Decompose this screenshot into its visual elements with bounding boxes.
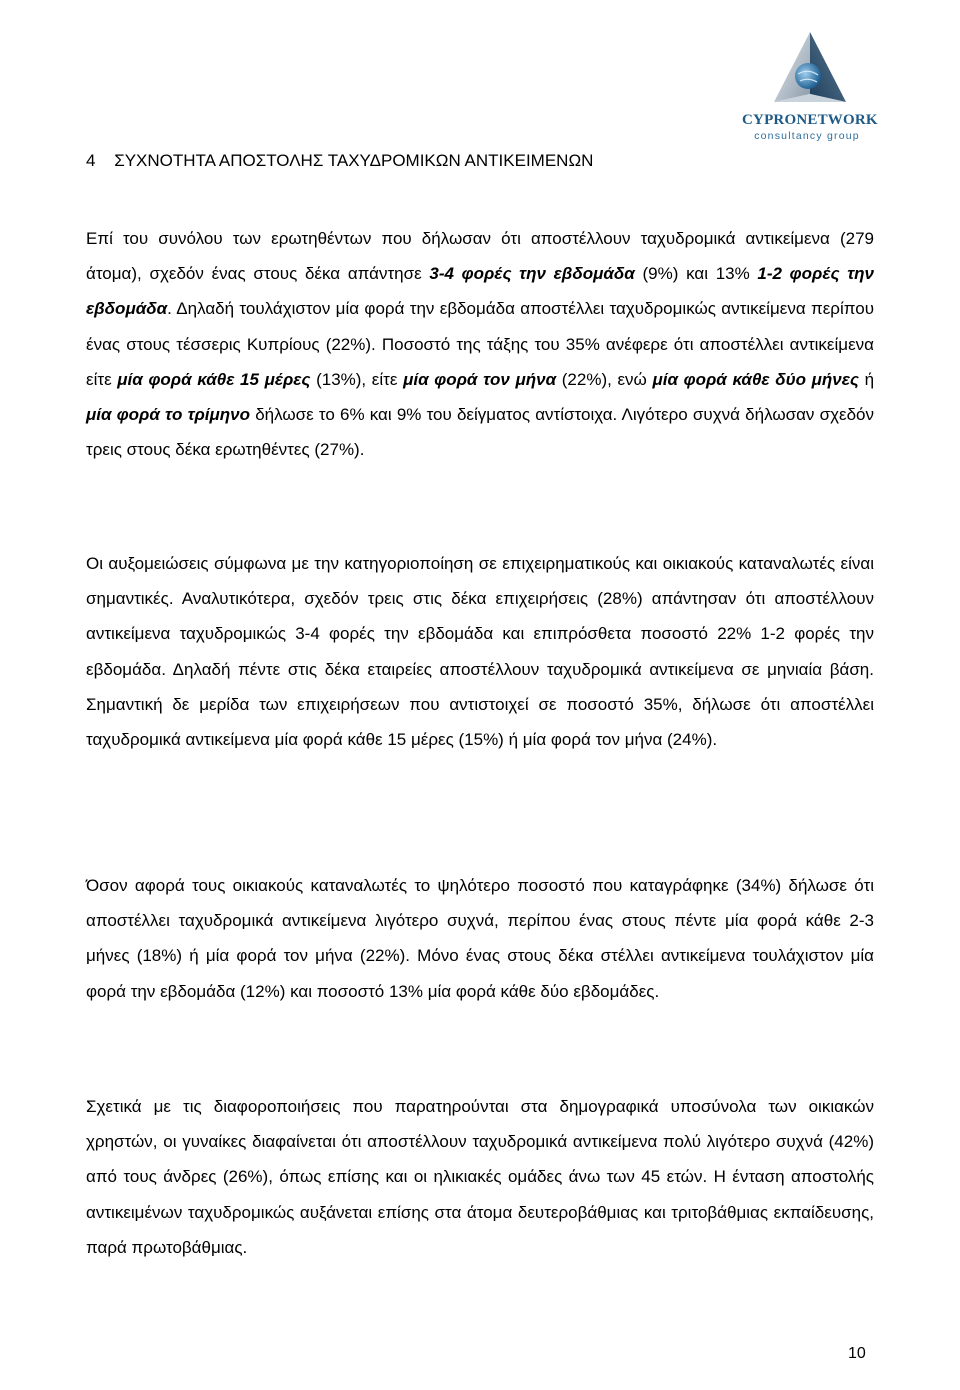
emphasis-text: μία φορά κάθε 15 μέρες bbox=[117, 369, 311, 389]
paragraph bbox=[86, 868, 874, 1009]
body-text: (9%) και 13% bbox=[634, 264, 758, 284]
body-text: (22%), ενώ bbox=[556, 369, 653, 389]
body-text: Όσον αφορά τους οικιακούς καταναλωτές το ψηλότερο ποσοστό που καταγράφηκε (34%) δήλωσε ότι αποστέλλει ταχυδρομικά αντικείμενα λιγότερο συχνά, περίπου ένας στους πέντε μία φορά κάθε 2-3 μήνες (18%) ή μία φορά τον μήνα (22%). Μόνο ένας στους δέκα στέλλει αντικείμενα τουλάχιστον μία φορά την εβδομάδα (12%) και ποσοστό 13% μία φορά κάθε δύο εβδομάδες. bbox=[86, 876, 874, 1001]
body-text: . Δηλαδή τουλάχιστον μία φορά την εβδομάδα αποστέλλει ταχυδρομικώς αντικείμενα περίπου ένας στους τέσσερις Κυπρίους (22%). Ποσοστό της τάξης του 35% ανέφερε ότι αποστέλλει αντικείμενα είτε bbox=[86, 299, 874, 389]
emphasis-text: 1-2 φορές την εβδομάδα bbox=[86, 264, 874, 319]
body-text: (13%), είτε bbox=[310, 369, 404, 389]
emphasis-text: μία φορά τον μήνα bbox=[403, 369, 557, 389]
logo-title: CYPRONETWORK bbox=[742, 112, 878, 128]
body-text: Επί του συνόλου των ερωτηθέντων που δήλωσαν ότι αποστέλλουν ταχυδρομικά αντικείμενα (279 άτομα), σχεδόν ένας στους δέκα απάντησε bbox=[86, 229, 874, 284]
section-heading bbox=[86, 151, 593, 171]
body-text: Οι αυξομειώσεις σύμφωνα με την κατηγοριοποίηση σε επιχειρηματικούς και οικιακούς καταναλωτές είναι σημαντικές. Αναλυτικότερα, σχεδόν τρεις στις δέκα επιχειρήσεις (28%) απάντησαν ότι αποστέλλουν αντικείμενα ταχυδρομικώς 3-4 φορές την εβδομάδα και επιπρόσθετα ποσοστό 22% 1-2 φορές την εβδομάδα. Δηλαδή πέντε στις δέκα εταιρείες αποστέλλουν ταχυδρομικά αντικείμενα σε μηνιαία βάση. Σημαντική δε μερίδα των επιχειρήσεων που αντιστοιχεί σε ποσοστό 35%, δήλωσε ότι αποστέλλει ταχυδρομικά αντικείμενα μία φορά κάθε 15 μέρες (15%) ή μία φορά τον μήνα (24%). bbox=[86, 554, 874, 750]
paragraph bbox=[86, 221, 874, 467]
logo-subtitle: consultancy group bbox=[754, 130, 860, 142]
emphasis-text: 3-4 φορές την εβδομάδα bbox=[429, 264, 635, 284]
section-number: 4 bbox=[86, 151, 96, 170]
body-text: ή bbox=[858, 369, 875, 389]
section-title: ΣΥΧΝΟΤΗΤΑ ΑΠΟΣΤΟΛΗΣ ΤΑΧΥΔΡΟΜΙΚΩΝ ΑΝΤΙΚΕΙΜΕΝΩΝ bbox=[114, 151, 594, 170]
pyramid-logo-icon bbox=[742, 28, 872, 112]
body-text: δήλωσε το 6% και 9% του δείγματος αντίστοιχα. Λιγότερο συχνά δήλωσαν σχεδόν τρεις στους δέκα ερωτηθέντες (27%). bbox=[86, 405, 874, 460]
emphasis-text: μία φορά κάθε δύο μήνες bbox=[652, 369, 859, 389]
paragraph bbox=[86, 1089, 874, 1265]
paragraph bbox=[86, 546, 874, 757]
emphasis-text: μία φορά το τρίμηνο bbox=[86, 405, 251, 425]
company-logo bbox=[742, 28, 878, 148]
body-text: Σχετικά με τις διαφοροποιήσεις που παρατηρούνται στα δημογραφικά υποσύνολα των οικιακών χρηστών, οι γυναίκες διαφαίνεται ότι αποστέλλουν ταχυδρομικά αντικείμενα πολύ λιγότερο συχνά (42%) από τους άνδρες (26%), όπως επίσης και οι ηλικιακές ομάδες άνω των 45 ετών. Η ένταση αποστολής αντικειμένων ταχυδρομικώς αυξάνεται επίσης στα άτομα δευτεροβάθμιας και τριτοβάθμιας εκπαίδευσης, παρά πρωτοβάθμιας. bbox=[86, 1097, 874, 1257]
page-number: 10 bbox=[848, 1345, 866, 1362]
